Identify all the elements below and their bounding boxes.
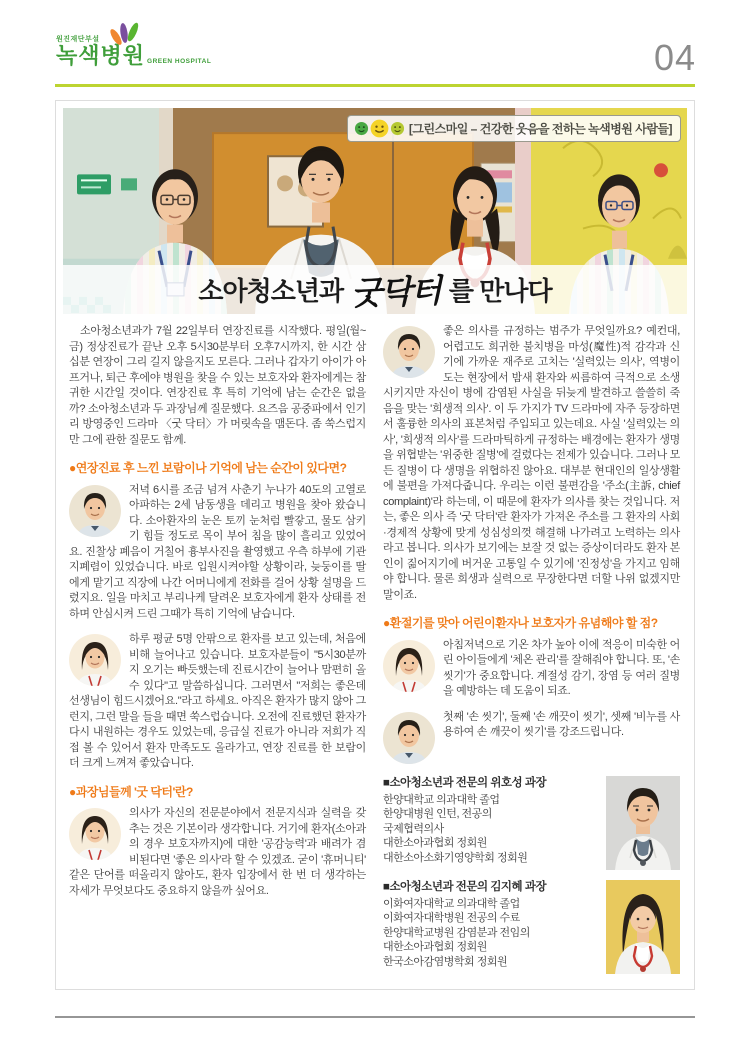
answer-male-doctor xyxy=(383,710,680,766)
female-doctor-portrait xyxy=(69,808,121,860)
page-number: 04 xyxy=(653,37,696,78)
answer-female-doctor xyxy=(69,806,366,899)
answer-text: 하루 평균 5명 안팎으로 환자를 보고 있는데, 처음에 비해 늘어나고 있습니다. 보호자분들이 "5시30분까지 오기는 빠듯했는데 진료시간이 늘어나 맘편히 올 수 있다"고 말씀하십니다. 그러면서 "저희는 좋은데 선생님이 힘드시겠어요."라고 하세요. 아직은 환자가 많지 않아 그런지, 그런 말을 들을 때면 쑥스럽습니다. 오전에 진료했던 환자가 다시 내원하는 경우도 있었는데, 응급실 진료가 아니라 저희가 직접 볼 수 있어서 환자 만족도도 올라가고, 연장 진료를 한 보람이 더 크게 느껴져 좋았습니다. xyxy=(69,633,366,769)
title-good-doctor: 굿닥터 xyxy=(350,270,442,313)
article-title xyxy=(63,265,687,314)
female-doctor-portrait xyxy=(69,634,121,686)
profile-female-doctor xyxy=(383,880,680,974)
intro-paragraph: 소아청소년과가 7월 22일부터 연장진료를 시작했다. 평일(월~금) 정상진료가 끝난 오후 5시30분부터 오후7시까지, 한 시간 삼십분 연장이 그리 길지 않을지도 모른다. 그러나 갑자기 아이가 아프거나, 퇴근 후에야 병원을 찾을 수 있는 보호자와 환자에게는 참 귀한 시간일 것이다. 연장진료 후 특히 기억에 남는 순간은 없을까? 소아청소년과 두 과장님께 질문했다. 요즈음 공중파에서 인기리 방영중인 드라마 〈굿 닥터〉가 머릿속을 맴돈다. 좀 쑥스럽지만 그에 관한 질문도 함께. xyxy=(69,325,366,446)
male-doctor-portrait xyxy=(69,485,121,537)
profile-line: 한양대학교병원 감염분과 전임의 xyxy=(383,926,530,939)
profile-line: 국제협력의사 xyxy=(383,822,444,835)
answer-text: 저녁 6시를 조금 넘겨 사춘기 누나가 40도의 고열로 아파하는 2세 남동생을 데리고 병원을 찾아 왔습니다. 소아환자의 눈은 토끼 눈처럼 빨갛고, 물도 삼키기 힘들 정도로 목이 부어 침을 많이 흘리고 있었어요. 진찰상 폐음이 거칠어 흉부사진을 촬영했고 우측 하부에 기관지폐렴이 있었습니다. 바로 입원시켜야할 상황이라, 늦둥이를 딸에게 맡기고 직장에 나간 어머니에게 전화를 걸어 상황 설명을 드렸지요. 일을 마치고 부리나케 달려온 보호자에게 환자 상태를 전하며 안심시켜 드린 그때가 특히 기억에 남습니다. xyxy=(69,483,366,620)
profile-text xyxy=(383,880,606,970)
answer-text: 아침저녁으로 기온 차가 높아 이에 적응이 미숙한 어린 아이들에게 '체온 관리'를 잘해줘야 합니다. 또, '손 씻기'가 중요합니다. 계절성 감기, 장염 등 여러 질병을 예방하는 데 도움이 되죠. xyxy=(443,638,680,697)
profile-title: ■소아청소년과 전문의 위호성 과장 xyxy=(383,776,547,789)
badge-label: [그린스마일 – 건강한 웃음을 전하는 녹색병원 사람들] xyxy=(408,122,672,136)
answer-text: 의사가 자신의 전문분야에서 전문지식과 실력을 갖추는 것은 기본이라 생각합니다. 거기에 환자(소아과의 경우 보호자까지)에 대한 '공감능력'과 배려가 겸비된다면 '좋은 의사'라 할 수 있겠죠. 굳이 '휴머니티' 같은 단어를 떠올리지 않아도, 환자 입장에서 한 번 더 생각하는 자세가 무엇보다도 중요하지 않을까 싶어요. xyxy=(69,807,366,897)
answer-text: 좋은 의사를 규정하는 범주가 무엇일까요? 예컨대, 어렵고도 희귀한 불치병을 마성(魔性)적 감각과 신기에 가까운 재주로 고치는 '실력있는 의사', 역병이 도는 현장에서 밤새 환자와 씨름하여 극적으로 소생시키지만 자신이 병에 감염된 사실을 뒤늦게 발견하고 쓸쓸히 죽음을 맞는 '희생적 의사'. 이 두 가지가 TV 드라마에 자주 등장하면서 훌륭한 의사의 표본처럼 주입되고 있는데요. 사실 '실력있는 의사', '희생적 의사'를 드라마틱하게 규정하는 배경에는 환자가 생명을 위협받는 '위중한 질병'에 걸렸다는 전제가 있습니다. 그러나 모든 질병이 다 생명을 위협하진 않아요. 대부분 현대인의 일상생활에 불편을 가져다줍니다. 우리는 이런 불편감을 '주소(主訴, chief complaint)'라 하는데, 이 때문에 환자가 의사를 찾는 것입니다. 저는, 좋은 의사 즉 '굿 닥터'란 환자가 가져온 주소를 그 환자의 사회·경제적 상황에 맞게 성심성의껏 해결해 나가려고 노력하는 의사라고 봅니다. 의사가 보기에는 보잘 것 없는 증상이더라도 환자 본인이 짊어지기에 버거운 고통일 수 있기에 '진정성'을 가지고 임해야 합니다. 물론 희생과 실력으로 무장한다면 더할 나위 없겠지만 말이죠. xyxy=(383,325,680,601)
smiley-icons xyxy=(354,119,405,138)
answer-text: 첫째 '손 씻기', 둘째 '손 깨끗이 씻기', 셋째 '비누를 사용하여 손 깨끗이 씻기'를 강조드립니다. xyxy=(443,710,680,738)
hospital-logo xyxy=(56,34,211,68)
footer-divider-line xyxy=(55,1016,695,1018)
article-frame xyxy=(55,100,695,990)
profile-line: 한양대학교 의과대학 졸업 xyxy=(383,793,500,806)
green-smile-badge xyxy=(347,115,681,142)
male-doctor-portrait xyxy=(383,712,435,764)
profile-line: 한국소아감염병학회 정회원 xyxy=(383,955,508,968)
logo-foundation-text: 원진재단부설 xyxy=(56,36,100,43)
answer-male-doctor xyxy=(69,483,366,623)
question2-heading: ●과장님들께 '굿 닥터'란? xyxy=(69,784,193,799)
profile-line: 이화여자대학병원 전공의 수료 xyxy=(383,912,520,924)
answer-female-doctor xyxy=(383,638,680,700)
profile-line: 이화여자대학교 의과대학 졸업 xyxy=(383,897,520,910)
profile-male-doctor xyxy=(383,776,680,870)
title-department: 소아청소년과 xyxy=(198,276,344,306)
title-suffix: 를 만나다 xyxy=(448,276,552,306)
profile-text xyxy=(383,776,606,866)
profile-line: 한양대병원 인턴, 전공의 xyxy=(383,808,492,820)
answer-male-doctor xyxy=(383,324,680,603)
profile-line: 대한소아소화기영양학회 정회원 xyxy=(383,851,528,864)
leaf-logo-icon xyxy=(108,22,142,53)
logo-hospital-name: 녹색병원 xyxy=(56,43,146,68)
article-body xyxy=(63,314,687,984)
staff-profiles xyxy=(383,776,680,974)
header-accent-line xyxy=(55,84,695,87)
profile-line: 대한소아과협회 정회원 xyxy=(383,837,487,849)
left-column xyxy=(69,324,366,984)
question3-heading: ●환절기를 맞아 어린이환자나 보호자가 유념해야 할 점? xyxy=(383,616,658,630)
logo-english-name: GREEN HOSPITAL xyxy=(147,58,212,65)
question1-heading: ●연장진료 후 느낀 보람이나 기억에 남는 순간이 있다면? xyxy=(69,461,347,475)
profile-line: 대한소아과협회 정회원 xyxy=(383,941,487,953)
right-column xyxy=(383,324,680,984)
female-doctor-photo xyxy=(606,880,680,974)
profile-title: ■소아청소년과 전문의 김지혜 과장 xyxy=(383,880,547,893)
answer-female-doctor xyxy=(69,632,366,772)
male-doctor-photo xyxy=(606,776,680,870)
male-doctor-portrait xyxy=(383,326,435,378)
female-doctor-portrait xyxy=(383,640,435,692)
staff-group-photo xyxy=(63,108,687,314)
